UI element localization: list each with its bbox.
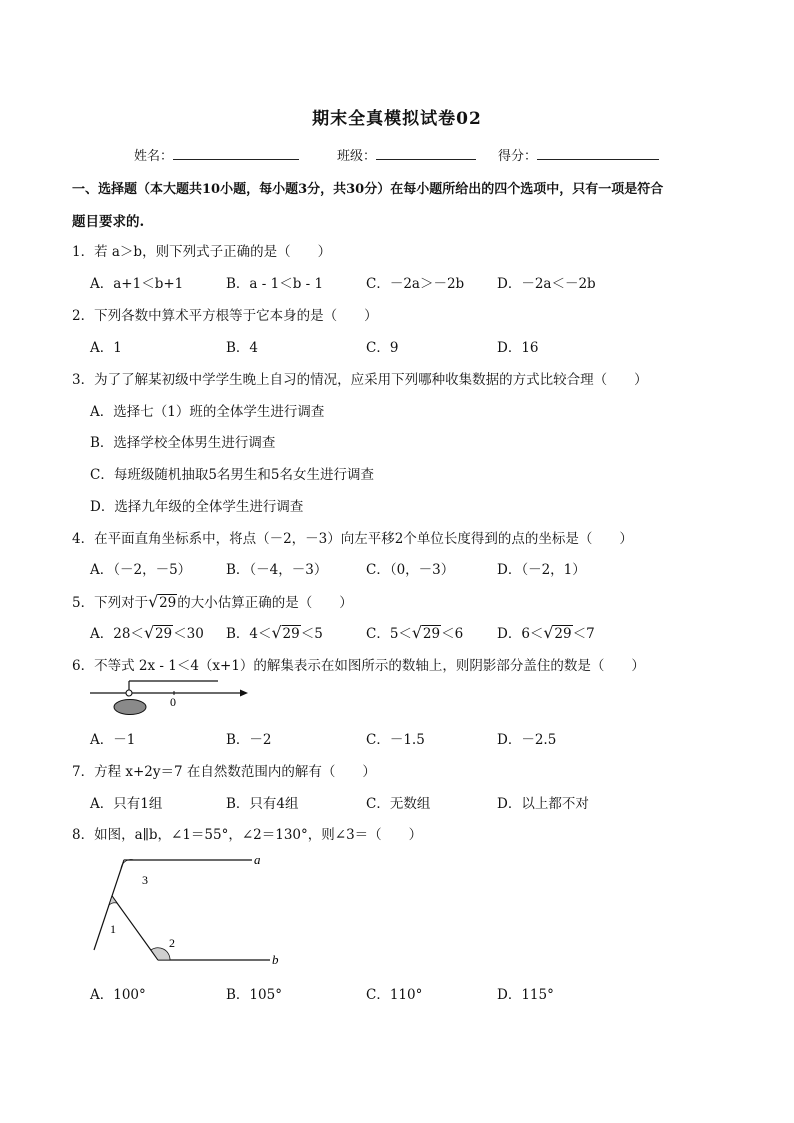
q4-option-a: A．（－2，－5） [90, 562, 192, 578]
radicand: 29 [154, 626, 173, 642]
q2-option-a: A．1 [90, 340, 122, 356]
sqrt-sign-icon: √ [148, 592, 159, 611]
q6-option-b: B．－2 [226, 732, 272, 748]
score-blank [537, 147, 659, 160]
sqrt-sign-icon: √ [543, 623, 554, 642]
parallel-lines-figure [86, 848, 286, 972]
sqrt-expression [411, 623, 441, 642]
question-4-stem: 4．在平面直角坐标系中，将点（－2，－3）向左平移2个单位长度得到的点的坐标是（ ） [72, 531, 633, 547]
q8-option-c: C．110° [366, 987, 423, 1003]
label-b: b [272, 952, 279, 967]
q6-option-c: C．－1.5 [366, 732, 425, 748]
sqrt-sign-icon: √ [411, 623, 423, 642]
q5-stem-post: 的大小估算正确的是（ ） [177, 595, 353, 611]
label-angle-1: 1 [110, 922, 116, 936]
radicand: 29 [282, 626, 300, 642]
q5-option-c [366, 622, 463, 642]
number-line-figure [86, 676, 256, 720]
q7-option-a: A．只有1组 [90, 796, 163, 812]
q6-option-d: D．－2.5 [497, 732, 557, 748]
q4-option-c: C．（0，－3） [366, 562, 455, 578]
q5-stem-pre: 5．下列对于 [72, 595, 149, 611]
label-angle-3: 3 [142, 873, 148, 887]
sqrt-sign-icon: √ [271, 623, 282, 642]
q5-d-pre: D．6＜ [497, 626, 544, 642]
radicand: 29 [554, 626, 572, 642]
zero-label: 0 [170, 695, 176, 709]
shaded-ellipse [114, 700, 146, 715]
sqrt-sign-icon: √ [143, 623, 155, 642]
q8-option-a: A．100° [90, 987, 146, 1003]
open-circle-point [126, 690, 132, 696]
q8-option-b: B．105° [226, 987, 282, 1003]
q5-d-post: ＜7 [572, 626, 595, 642]
name-label: 姓名： [134, 149, 174, 164]
q1-option-d: D．－2a＜－2b [497, 276, 596, 292]
sqrt-expression [543, 623, 572, 642]
sqrt-expression [148, 592, 177, 611]
sqrt-expression [143, 623, 173, 642]
q5-option-d [497, 622, 595, 642]
q5-c-pre: C．5＜ [366, 626, 412, 642]
class-label: 班级： [337, 149, 377, 164]
q2-option-d: D．16 [497, 340, 539, 356]
angle-2-arc [151, 948, 170, 960]
radicand: 29 [159, 595, 177, 611]
q5-option-a [90, 622, 204, 642]
question-6-stem: 6．不等式 2x - 1＜4（x+1）的解集表示在如图所示的数轴上，则阴影部分盖住的数是（ ） [72, 658, 645, 674]
class-field [337, 145, 476, 164]
name-field [134, 145, 299, 164]
sqrt-expression [271, 623, 301, 642]
radicand: 29 [422, 626, 441, 642]
q5-a-post: ＜30 [173, 626, 204, 642]
question-7-stem: 7．方程 x+2y＝7 在自然数范围内的解有（ ） [72, 764, 376, 780]
q3-option-b: B．选择学校全体男生进行调查 [90, 435, 276, 451]
q3-option-c: C．每班级随机抽取5名男生和5名女生进行调查 [90, 467, 375, 483]
q7-option-b: B．只有4组 [226, 796, 299, 812]
angle-3-arc [121, 860, 134, 869]
section-heading-continued: 题目要求的. [72, 214, 145, 230]
q7-option-c: C．无数组 [366, 796, 431, 812]
q5-b-pre: B．4＜ [226, 626, 272, 642]
section-heading: 一、选择题（本大题共10小题，每小题3分，共30分）在每小题所给出的四个选项中，只有一项是符合 [72, 182, 664, 197]
label-angle-2: 2 [169, 936, 175, 950]
q5-b-post: ＜5 [300, 626, 323, 642]
axis-arrow-icon [240, 690, 248, 697]
label-a: a [254, 852, 261, 867]
q8-option-d: D．115° [497, 987, 554, 1003]
q6-option-a: A．－1 [90, 732, 136, 748]
question-8-stem: 8．如图，a∥b，∠1＝55°，∠2＝130°，则∠3＝（ ） [72, 827, 423, 843]
q1-option-c: C．－2a＞－2b [366, 276, 465, 292]
question-1-stem: 1．若 a＞b，则下列式子正确的是（ ） [72, 244, 332, 260]
q2-option-b: B．4 [226, 340, 259, 356]
q1-option-b: B．a - 1＜b - 1 [226, 276, 324, 292]
class-blank [376, 147, 476, 160]
q3-option-d: D．选择九年级的全体学生进行调查 [90, 499, 304, 515]
score-label: 得分： [498, 149, 538, 164]
q7-option-d: D．以上都不对 [497, 796, 589, 812]
page-title: 期末全真模拟试卷02 [312, 109, 482, 129]
question-5-stem [72, 591, 353, 611]
q4-option-b: B．（－4，－3） [226, 562, 328, 578]
q3-option-a: A．选择七（1）班的全体学生进行调查 [90, 404, 325, 420]
q2-option-c: C．9 [366, 340, 399, 356]
question-3-stem: 3．为了了解某初级中学学生晚上自习的情况，应采用下列哪种收集数据的方式比较合理（ ） [72, 372, 648, 388]
q5-a-pre: A．28＜ [90, 626, 144, 642]
q1-option-a: A．a+1＜b+1 [90, 276, 184, 292]
q4-option-d: D．（－2，1） [497, 562, 586, 578]
q5-option-b [226, 622, 323, 642]
question-2-stem: 2．下列各数中算术平方根等于它本身的是（ ） [72, 308, 378, 324]
q5-c-post: ＜6 [441, 626, 464, 642]
score-field [498, 145, 659, 164]
name-blank [173, 147, 299, 160]
